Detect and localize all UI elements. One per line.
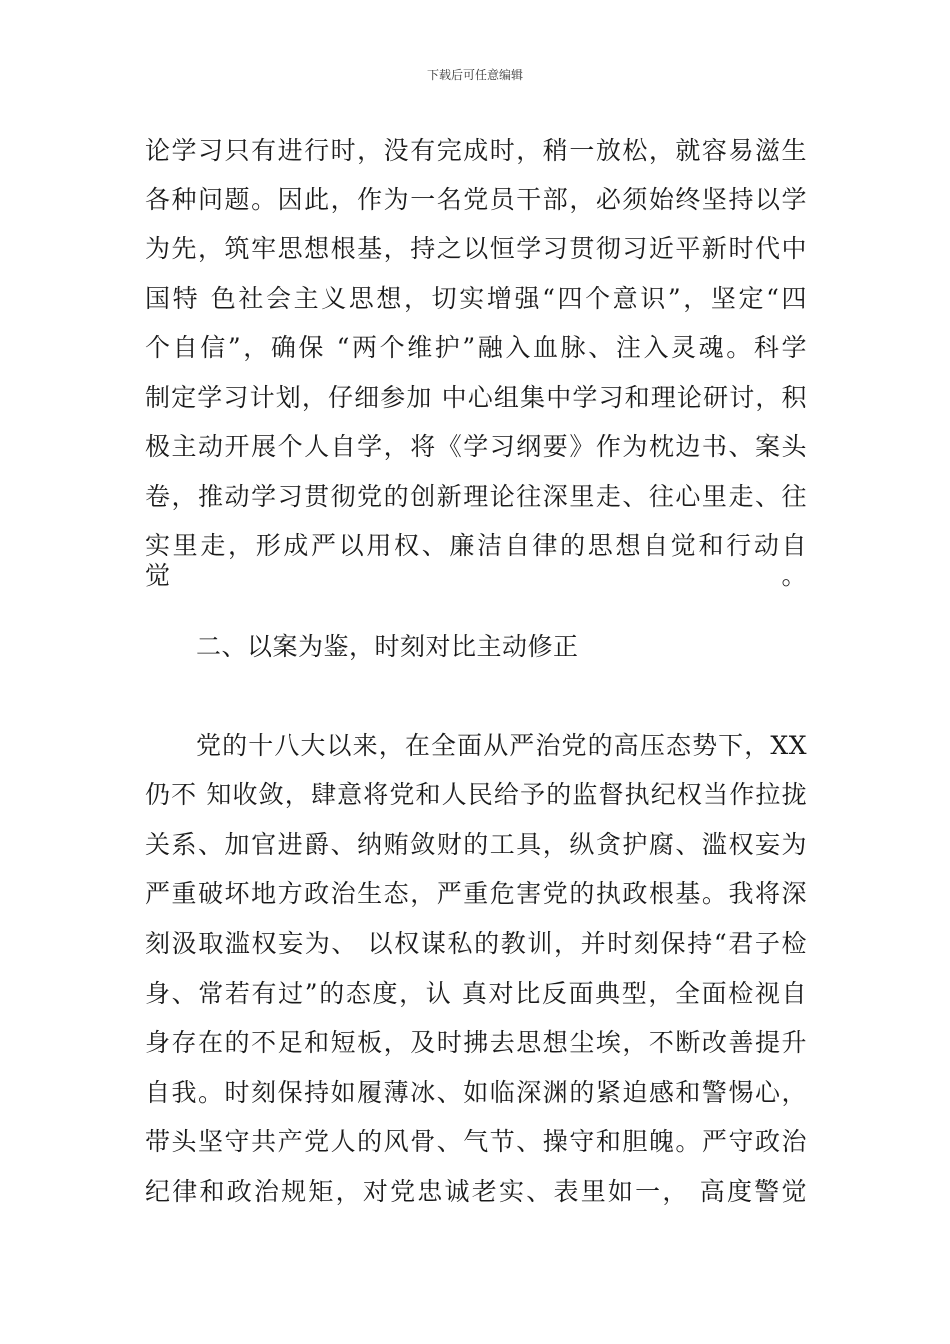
text-line: 关系、加官进爵、纳贿敛财的工具，纵贪护腐、滥权妄为 <box>145 830 807 859</box>
text-line: 制定学习计划，仔细参加 中心组集中学习和理论研讨，积 <box>145 383 807 412</box>
text-line: 实里走，形成严以用权、廉洁自律的思想自觉和行动自觉。 <box>145 531 807 590</box>
text-line: 论学习只有进行时，没有完成时，稍一放松，就容易滋生 <box>145 136 807 165</box>
text-line: 个自信”，确保 “两个维护”融入血脉、注入灵魂。科学 <box>145 333 807 362</box>
text-line: 党的十八大以来，在全面从严治党的高压态势下，XX <box>196 731 807 760</box>
text-line: 纪律和政治规矩，对党忠诚老实、表里如一， 高度警觉 <box>145 1177 807 1206</box>
text-line: 带头坚守共产党人的风骨、气节、操守和胆魄。严守政治 <box>145 1127 807 1156</box>
text-line: 国特 色社会主义思想，切实增强“四个意识”，坚定“四 <box>145 284 807 313</box>
section-heading: 二、以案为鉴，时刻对比主动修正 <box>196 632 579 661</box>
text-line: 身、常若有过”的态度，认 真对比反面典型，全面检视自 <box>145 979 807 1008</box>
text-line: 严重破坏地方政治生态，严重危害党的执政根基。我将深 <box>145 879 807 908</box>
text-line: 自我。时刻保持如履薄冰、如临深渊的紧迫感和警惕心， <box>145 1078 807 1107</box>
text-line: 刻汲取滥权妄为、 以权谋私的教训，并时刻保持“君子检 <box>145 929 807 958</box>
text-line: 极主动开展个人自学，将《学习纲要》作为枕边书、案头 <box>145 432 807 461</box>
text-line: 卷，推动学习贯彻党的创新理论往深里走、往心里走、往 <box>145 482 807 511</box>
text-line: 各种问题。因此，作为一名党员干部，必须始终坚持以学 <box>145 185 807 214</box>
text-line: 仍不 知收敛，肆意将党和人民给予的监督执纪权当作拉拢 <box>145 780 807 809</box>
text-line: 为先，筑牢思想根基，持之以恒学习贯彻习近平新时代中 <box>145 234 807 263</box>
text-line: 身存在的不足和短板，及时拂去思想尘埃，不断改善提升 <box>145 1028 807 1057</box>
page-header: 下载后可任意编辑 <box>426 68 523 82</box>
